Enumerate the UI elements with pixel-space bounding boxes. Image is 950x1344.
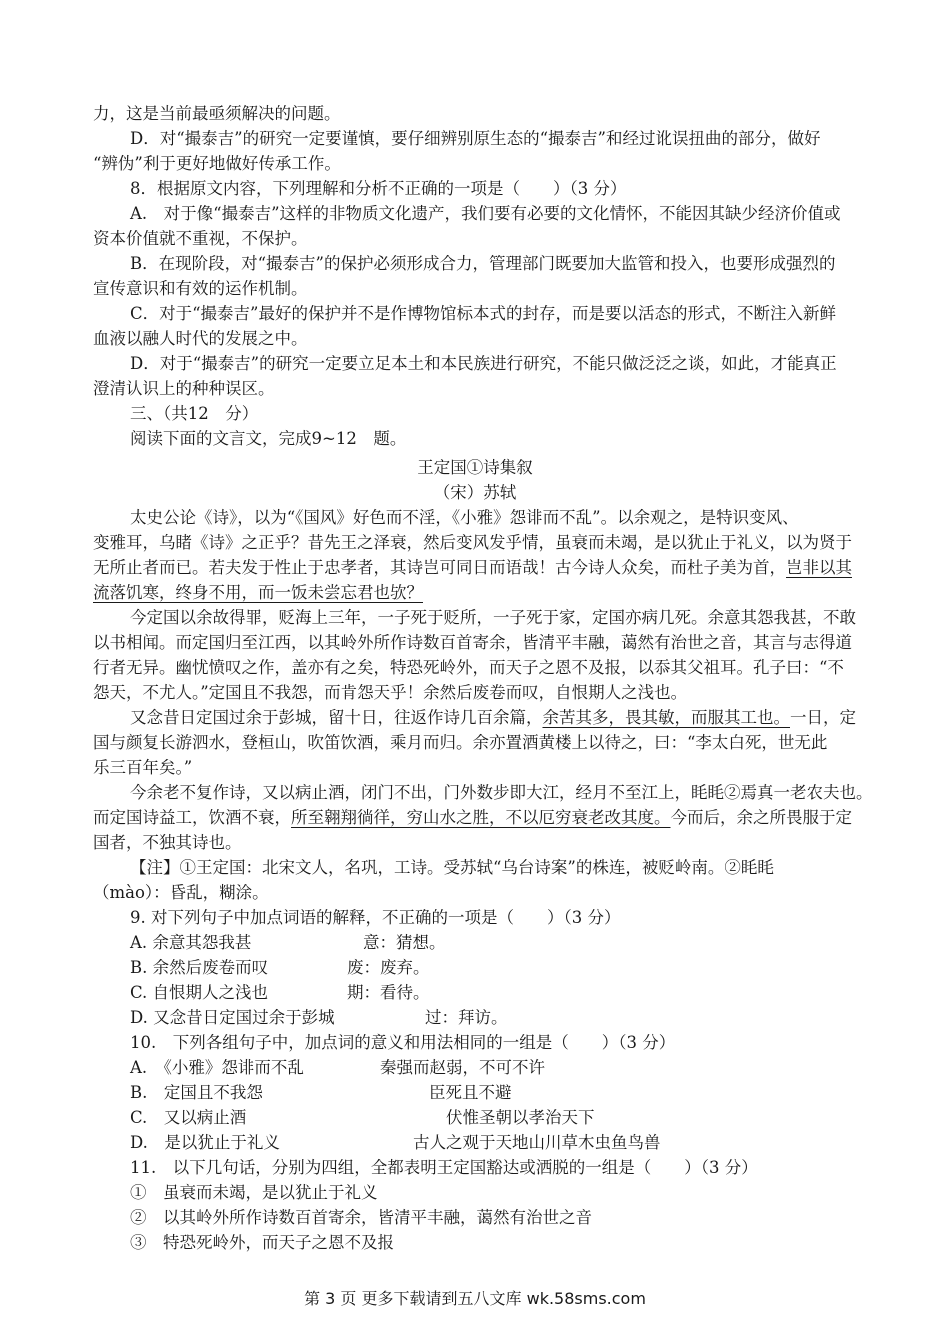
text-line: “辨伪”利于更好地做好传承工作。 <box>93 154 341 173</box>
passage-line: 太史公论《诗》，以为“《国风》好色而不淫，《小雅》怨诽而不乱”。以余观之，是特识变风、 <box>130 508 799 527</box>
text-line: 力，这是当前最亟须解决的问题。 <box>93 104 341 123</box>
question-11: 11. 以下几句话，分别为四组，全都表明王定国豁达或洒脱的一组是（ ）（3 分） <box>130 1158 758 1177</box>
option-row: B. 定国且不我怨 臣死且不避 <box>130 1083 512 1102</box>
passage-line: 怨天，不尤人。”定国且不我怨，而肯怨天乎！余然后废卷而叹，自恨期人之浅也。 <box>93 683 688 702</box>
passage-line: 乐三百年矣。” <box>93 758 193 777</box>
passage-title: 王定国①诗集叙 <box>417 458 533 477</box>
option-b-line: B．在现阶段，对“撮泰吉”的保护必须形成合力，管理部门既要加大监管和投入，也要形成强烈的 <box>130 254 836 273</box>
passage-line: 今定国以余故得罪，贬海上三年，一子死于贬所，一子死于家，定国亦病几死。余意其怨我甚，不敢 <box>130 608 856 627</box>
passage-line: 变雅耳，乌睹《诗》之正乎？昔先王之泽衰，然后变风发乎情，虽衰而未竭，是以犹止于礼义，以为贤于 <box>93 533 852 552</box>
underlined-sentence: 余苦其多，畏其敏，而服其工也。 <box>542 708 790 727</box>
option-row: ② 以其岭外所作诗数百首寄余，皆清平丰融，蔼然有治世之音 <box>130 1208 592 1227</box>
option-row: ③ 特恐死岭外，而天子之恩不及报 <box>130 1233 394 1252</box>
option-a-line: A. 对于像“撮泰吉”这样的非物质文化遗产，我们要有必要的文化情怀，不能因其缺少经济价值或 <box>130 204 841 223</box>
underlined-sentence: 岂非以其 <box>786 558 852 577</box>
passage-line: 无所止者而已。若夫发于性止于忠孝者，其诗岂可同日而语哉！古今诗人众矣，而杜子美为首，岂非以其 <box>93 558 852 577</box>
option-row: D. 又念昔日定国过余于彭城 过：拜访。 <box>130 1008 508 1027</box>
passage-line: 国者，不独其诗也。 <box>93 833 242 852</box>
annotation-note: （mào）：昏乱，糊涂。 <box>93 883 269 902</box>
underlined-sentence: 流落饥寒，终身不用，而一饭未尝忘君也欤？ <box>93 583 423 602</box>
text-line: 澄清认识上的种种误区。 <box>93 379 275 398</box>
section-heading: 三、（共12 分） <box>130 404 259 423</box>
text-line: 血液以融人时代的发展之中。 <box>93 329 308 348</box>
option-c-line: C．对于“撮泰吉”最好的保护并不是作博物馆标本式的封存，而是要以活态的形式，不断注入新鲜 <box>130 304 836 323</box>
option-row: D. 是以犹止于礼义 古人之观于天地山川草木虫鱼鸟兽 <box>130 1133 661 1152</box>
option-row: A. 《小雅》怨诽而不乱 秦强而赵弱，不可不许 <box>130 1058 545 1077</box>
underlined-sentence: 所至翱翔徜徉，穷山水之胜，不以厄穷衰老改其度。 <box>291 808 671 827</box>
option-row: A. 余意其怨我甚 意：猜想。 <box>130 933 446 952</box>
text-line: 宣传意识和有效的运作机制。 <box>93 279 308 298</box>
option-d-line: D．对于“撮泰吉”的研究一定要立足本土和本民族进行研究，不能只做泛泛之谈，如此，才能真正 <box>130 354 837 373</box>
annotation-note: 【注】①王定国：北宋文人，名巩，工诗。受苏轼“乌台诗案”的株连，被贬岭南。②眊眊 <box>130 858 774 877</box>
option-row: C. 自恨期人之浅也 期：看待。 <box>130 983 430 1002</box>
question-10: 10. 下列各组句子中，加点词的意义和用法相同的一组是（ ）（3 分） <box>130 1033 676 1052</box>
question-8: 8．根据原文内容，下列理解和分析不正确的一项是（ ）（3 分） <box>130 179 627 198</box>
text-line: 资本价值就不重视，不保护。 <box>93 229 308 248</box>
option-d-line: D．对“撮泰吉”的研究一定要谨慎，要仔细辨别原生态的“撮泰吉”和经过讹误扭曲的部分，做好 <box>130 129 821 148</box>
instruction: 阅读下面的文言文，完成9~12 题。 <box>130 429 407 448</box>
passage-author: （宋）苏轼 <box>433 483 517 502</box>
passage-line: 又念昔日定国过余于彭城，留十日，往返作诗几百余篇，余苦其多，畏其敏，而服其工也。一日，定 <box>130 708 856 727</box>
passage-line: 行者无异。幽忧愤叹之作，盖亦有之矣，特恐死岭外，而天子之恩不及报，以忝其父祖耳。孔子曰：“不 <box>93 658 844 677</box>
option-row: B. 余然后废卷而叹 废：废弃。 <box>130 958 430 977</box>
option-row: ① 虽衰而未竭，是以犹止于礼义 <box>130 1183 378 1202</box>
page-footer: 第 3 页 更多下载请到五八文库 wk.58sms.com <box>304 1289 646 1308</box>
passage-line: 以书相闻。而定国归至江西，以其岭外所作诗数百首寄余，皆清平丰融，蔼然有治世之音，其言与志得道 <box>93 633 852 652</box>
passage-line: 国与颜复长游泗水，登桓山，吹笛饮酒，乘月而归。余亦置酒黄楼上以待之，曰：“李太白死，世无此 <box>93 733 828 752</box>
question-9: 9. 对下列句子中加点词语的解释，不正确的一项是（ ）（3 分） <box>130 908 621 927</box>
passage-line: 今余老不复作诗，又以病止酒，闭门不出，门外数步即大江，经月不至江上，眊眊②焉真一老农夫也。 <box>130 783 873 802</box>
option-row: C. 又以病止酒 伏惟圣朝以孝治天下 <box>130 1108 595 1127</box>
passage-line: 而定国诗益工，饮酒不衰，所至翱翔徜徉，穷山水之胜，不以厄穷衰老改其度。今而后，余之所畏服于定 <box>93 808 852 827</box>
passage-line <box>93 581 423 605</box>
